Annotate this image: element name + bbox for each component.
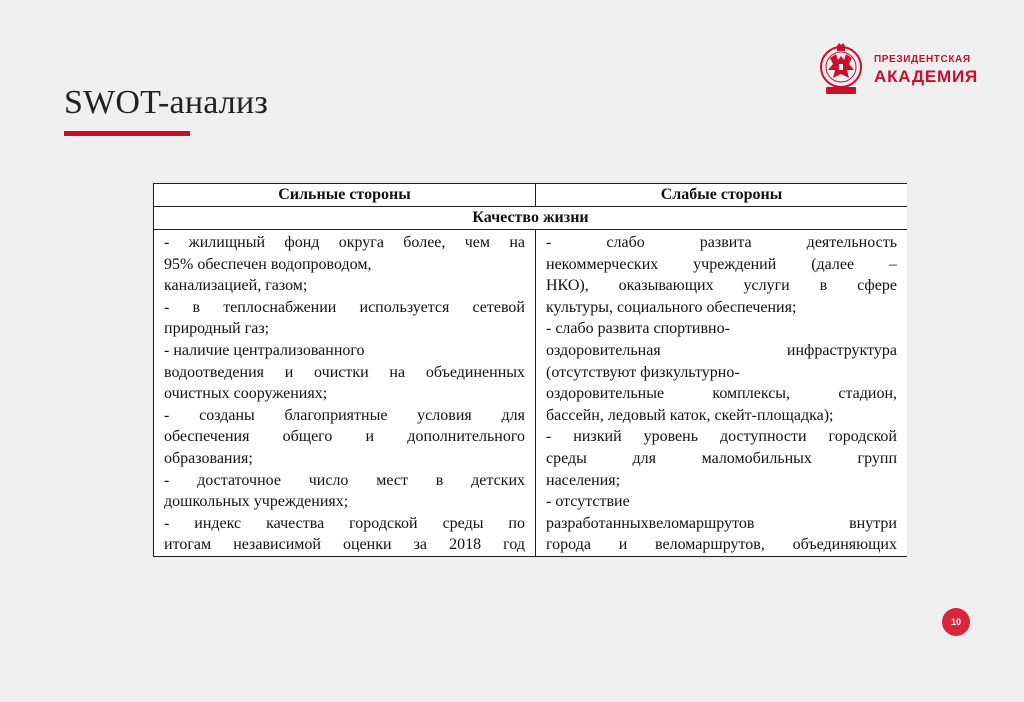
weaknesses-cell	[536, 230, 908, 557]
swot-table	[153, 183, 907, 557]
header-strengths: Сильные стороны	[154, 184, 536, 207]
swot-table-image	[153, 183, 907, 557]
cell-text-line: некоммерческих учреждений (далее –	[546, 255, 897, 273]
section-quality-of-life: Качество жизни	[154, 207, 908, 230]
cell-text-line: обеспечения общего и дополнительного	[164, 428, 525, 446]
cell-text-line: населения;	[546, 471, 621, 489]
cell-text-line: - слабо развита деятельность	[546, 234, 897, 251]
header-weaknesses: Слабые стороны	[536, 184, 908, 207]
logo-text-line2: АКАДЕМИЯ	[874, 67, 979, 86]
cell-text-line: культуры, социального обеспечения;	[546, 298, 797, 316]
page-number-badge: 10	[942, 608, 970, 636]
cell-text-line: - индекс качества городской среды по	[164, 514, 525, 532]
cell-text-line: - достаточное число мест в детских	[164, 471, 525, 489]
cell-text-line: - созданы благоприятные условия для	[164, 406, 525, 424]
cell-text-line: НКО), оказывающих услуги в сфере	[546, 277, 897, 295]
cell-text-line: - слабо развита спортивно-	[546, 320, 730, 338]
cell-text-line: водоотведения и очистки на объединенных	[164, 363, 525, 381]
cell-text-line: оздоровительные комплексы, стадион,	[546, 385, 897, 403]
cell-text-line: 95% обеспечен водопроводом,	[164, 255, 372, 273]
table-header-row	[154, 184, 908, 207]
logo-text-line1: ПРЕЗИДЕНТСКАЯ	[874, 54, 971, 65]
cell-text-line: - в теплоснабжении используется сетевой	[164, 298, 525, 316]
title-underline	[64, 131, 190, 136]
cell-text-line: природный газ;	[164, 320, 270, 338]
cell-text-line: - жилищный фонд округа более, чем на	[164, 234, 525, 251]
cell-text-line: бассейн, ледовый каток, скейт-площадка);	[546, 406, 834, 424]
cell-text-line: - низкий уровень доступности городской	[546, 428, 897, 446]
cell-text-line: образования;	[164, 449, 253, 467]
cell-text-line: очистных сооружениях;	[164, 385, 328, 403]
strengths-cell	[154, 230, 536, 557]
cell-text-line: - наличие централизованного	[164, 341, 365, 359]
cell-text-line: канализацией, газом;	[164, 277, 308, 295]
cell-text-line: оздоровительная инфраструктура	[546, 341, 897, 359]
academy-logo	[816, 40, 978, 100]
section-row	[154, 207, 908, 230]
cell-text-line: дошкольных учреждениях;	[164, 493, 349, 511]
cell-text-line: итогам независимой оценки за 2018 год	[164, 536, 525, 554]
table-row	[154, 230, 908, 557]
cell-text-line: - отсутствие	[546, 493, 630, 511]
cell-text-line: разработанныхвеломаршрутов внутри	[546, 514, 897, 532]
double-headed-eagle-emblem-icon	[816, 40, 866, 100]
cell-text-line: (отсутствуют физкультурно-	[546, 363, 740, 381]
cell-text-line: города и веломаршрутов, объединяющих	[546, 536, 897, 554]
cell-text-line: среды для маломобильных групп	[546, 449, 897, 467]
slide-title: SWOT-анализ	[64, 84, 268, 121]
